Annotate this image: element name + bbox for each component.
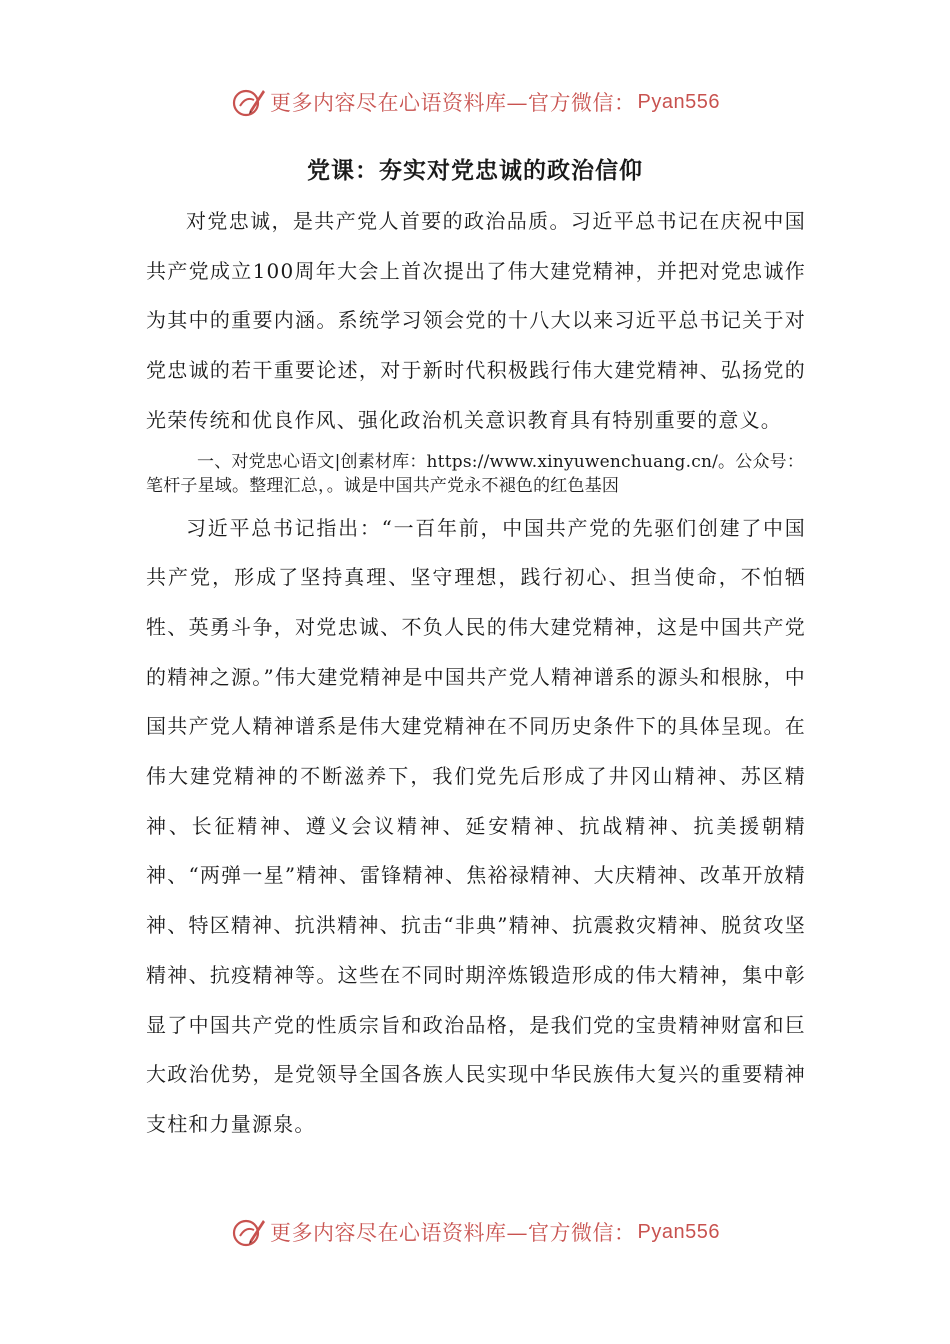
document-body (146, 197, 806, 1150)
section-heading: 一、对党忠心语文|创素材库：https://www.xinyuwenchuang.cn/。公众号：笔杆子星域。整理汇总，。诚是中国共产党永不褪色的红色基因 (146, 451, 805, 496)
banner-handle: Pyan556 (637, 1220, 720, 1243)
paragraph-intro: 对党忠诚，是共产党人首要的政治品质。习近平总书记在庆祝中国共产党成立100周年大会上首次提出了伟大建党精神，并把对党忠诚作为其中的重要内涵。系统学习领会党的十八大以来习近平总书记关于对党忠诚的若干重要论述，对于新时代积极践行伟大建党精神、弘扬党的光荣传统和优良作风、强化政治机关意识教育具有特别重要的意义。 (146, 209, 806, 432)
paragraph-quote: 习近平总书记指出：“一百年前，中国共产党的先驱们创建了中国共产党，形成了坚持真理、坚守理想，践行初心、担当使命，不怕牺牲、英勇斗争，对党忠诚、不负人民的伟大建党精神，这是中国共产党的精神之源。”伟大建党精神是中国共产党人精神谱系的源头和根脉，中国共产党人精神谱系是伟大建党精神在不同历史条件下的具体呈现。在伟大建党精神的不断滋养下，我们党先后形成了井冈山精神、苏区精神、长征精神、遵义会议精神、延安精神、抗战精神、抗美援朝精神、“两弹一星”精神、雷锋精神、焦裕禄精神、大庆精神、改革开放精神、特区精神、抗洪精神、抗击“非典”精神、抗震救灾精神、脱贫攻坚精神、抗疫精神等。这些在不同时期淬炼锻造形成的伟大精神，集中彰显了中国共产党的性质宗旨和政治品格，是我们党的宝贵精神财富和巨大政治优势，是党领导全国各族人民实现中华民族伟大复兴的重要精神支柱和力量源泉。 (146, 515, 806, 1136)
footer-watermark-banner (0, 1212, 950, 1252)
banner-text: 更多内容尽在心语资料库—官方微信： (270, 1221, 636, 1245)
banner-text: 更多内容尽在心语资料库—官方微信： (270, 91, 636, 115)
pen-logo-icon (230, 84, 266, 120)
pen-logo-icon (230, 1214, 266, 1250)
document-title: 党课：夯实对党忠诚的政治信仰 (307, 158, 643, 184)
banner-handle: Pyan556 (637, 90, 720, 113)
header-watermark-banner (0, 82, 950, 122)
